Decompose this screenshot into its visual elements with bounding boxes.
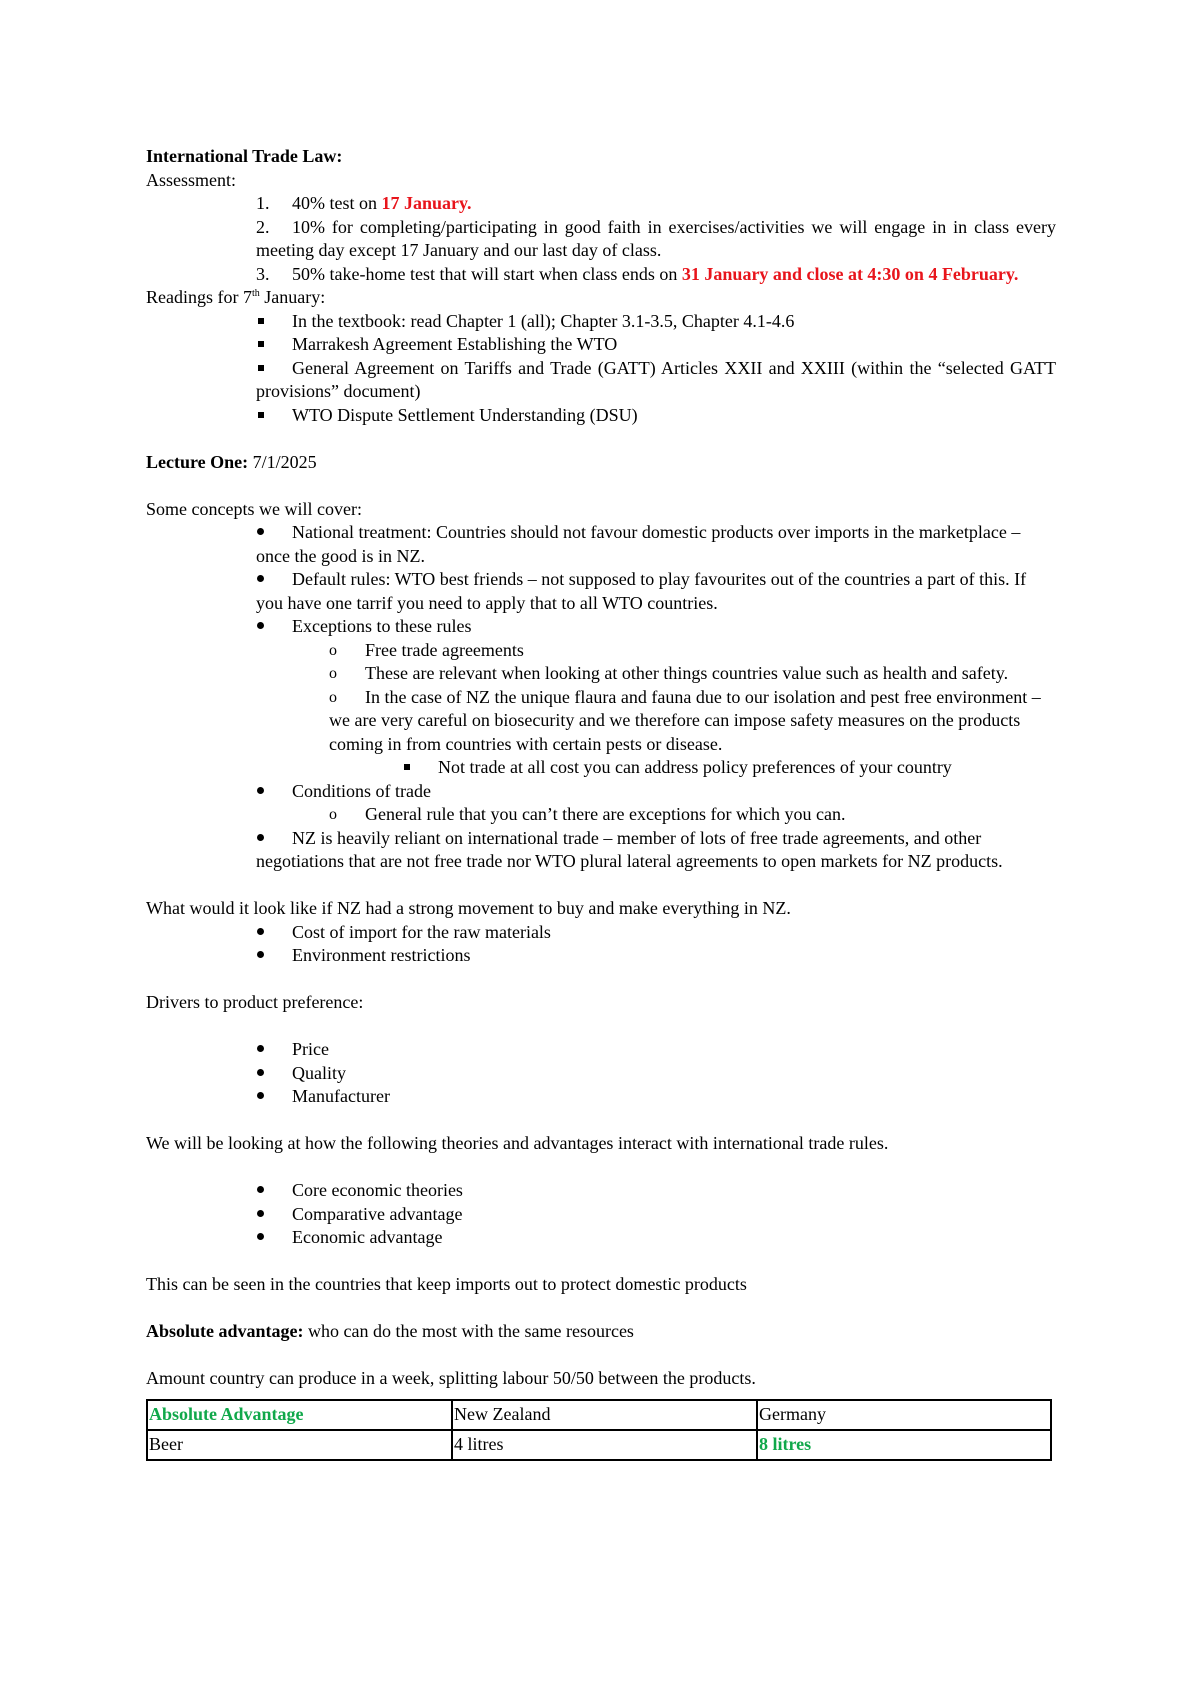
list-item: NZ is heavily reliant on international trade – member of lots of free trade agreements, and other negotiations that are not free trade nor WTO plural lateral agreements to open markets for NZ products.: [256, 827, 1003, 871]
assessment-heading: Assessment:: [146, 169, 236, 190]
reading-item: In the textbook: read Chapter 1 (all); Chapter 3.1-3.5, Chapter 4.1-4.6: [256, 310, 1056, 334]
dot-bullet-icon: [257, 1092, 264, 1099]
table-row: [147, 1430, 1051, 1460]
red-highlight: 31 January and close at 4:30 on 4 February.: [681, 263, 1019, 284]
assessment-item: 1. 40% test on 17 January.: [256, 192, 1056, 216]
table-cell: Germany: [757, 1400, 1051, 1430]
concepts-intro: Some concepts we will cover:: [146, 498, 362, 519]
square-bullet-icon: [404, 764, 410, 770]
lecture-heading: Lecture One: 7/1/2025: [146, 451, 317, 472]
dot-bullet-icon: [257, 575, 264, 582]
protect-text: This can be seen in the countries that keep imports out to protect domestic products: [146, 1274, 747, 1294]
readings-heading: Readings for 7th January:: [146, 287, 326, 307]
table-header-row: [147, 1400, 1051, 1430]
drivers-heading: Drivers to product preference:: [146, 992, 364, 1012]
red-highlight: 17 January.: [381, 193, 472, 213]
table-cell: Beer: [147, 1430, 452, 1460]
list-number: 2.: [256, 216, 270, 237]
table-cell: Absolute Advantage: [147, 1400, 452, 1430]
reading-item: WTO Dispute Settlement Understanding (DSU): [256, 404, 1056, 428]
sub-list-item: o General rule that you can’t there are exceptions for which you can.: [329, 803, 1056, 827]
absolute-advantage-definition: Absolute advantage: who can do the most with the same resources: [146, 1321, 634, 1341]
theories-intro: We will be looking at how the following theories and advantages interact with international trade rules.: [146, 1133, 889, 1153]
table-cell: 4 litres: [452, 1430, 757, 1460]
assessment-item: 2. 10% for completing/participating in good faith in exercises/activities we will engage in in class every meeting day except 17 January and our last day of class.: [256, 216, 1056, 260]
document-body: [146, 145, 1056, 1461]
sub-list-item: o These are relevant when looking at other things countries value such as health and safety.: [329, 662, 1056, 686]
list-item: Quality: [256, 1062, 1056, 1086]
list-item: Manufacturer: [256, 1085, 1056, 1109]
circle-bullet-icon: o: [329, 806, 337, 823]
square-bullet-icon: [258, 341, 264, 347]
dot-bullet-icon: [257, 951, 264, 958]
dot-bullet-icon: [257, 1233, 264, 1240]
square-bullet-icon: [258, 318, 264, 324]
dot-bullet-icon: [257, 787, 264, 794]
dot-bullet-icon: [257, 928, 264, 935]
list-item: Exceptions to these rules: [256, 615, 1056, 639]
buy-nz-question: What would it look like if NZ had a strong movement to buy and make everything in NZ.: [146, 898, 791, 918]
assessment-item: 3. 50% take-home test that will start when class ends on 31 January and close at 4:30 on 4 February.: [256, 263, 1056, 287]
list-number: 3.: [256, 263, 270, 284]
dot-bullet-icon: [257, 622, 264, 629]
dot-bullet-icon: [257, 528, 264, 535]
dot-bullet-icon: [257, 834, 264, 841]
list-item: Economic advantage: [256, 1226, 1056, 1250]
absolute-advantage-table: [146, 1399, 1052, 1461]
circle-bullet-icon: o: [329, 688, 337, 706]
list-item: Cost of import for the raw materials: [256, 921, 1056, 945]
list-item: Conditions of trade: [256, 780, 1056, 804]
dot-bullet-icon: [257, 1186, 264, 1193]
reading-item: Marrakesh Agreement Establishing the WTO: [256, 333, 1056, 357]
circle-bullet-icon: o: [329, 665, 337, 682]
list-number: 1.: [256, 193, 270, 213]
sub-sub-list-item: Not trade at all cost you can address policy preferences of your country: [402, 756, 1056, 780]
square-bullet-icon: [258, 412, 264, 418]
reading-item: General Agreement on Tariffs and Trade (GATT) Articles XXII and XXIII (within the “selected GATT provisions” document): [256, 357, 1056, 401]
sub-list-item: o In the case of NZ the unique flaura and fauna due to our isolation and pest free environment – we are very careful on biosecurity and we therefore can impose safety measures on the products coming in from countries with certain pests or disease.: [329, 686, 1041, 754]
amount-text: Amount country can produce in a week, splitting labour 50/50 between the products.: [146, 1368, 756, 1388]
table-cell: New Zealand: [452, 1400, 757, 1430]
dot-bullet-icon: [257, 1210, 264, 1217]
circle-bullet-icon: o: [329, 641, 337, 659]
square-bullet-icon: [258, 365, 264, 371]
list-item: Core economic theories: [256, 1179, 1056, 1203]
sub-list-item: o Free trade agreements: [329, 639, 1056, 663]
dot-bullet-icon: [257, 1069, 264, 1076]
list-item: Default rules: WTO best friends – not supposed to play favourites out of the countries a part of this. If you have one tarrif you need to apply that to all WTO countries.: [256, 569, 1027, 613]
list-item: National treatment: Countries should not favour domestic products over imports in the marketplace – once the good is in NZ.: [256, 522, 1021, 566]
document-title: International Trade Law:: [146, 146, 343, 166]
table-cell: 8 litres: [757, 1430, 1051, 1460]
list-item: Price: [256, 1038, 1056, 1062]
list-item: Environment restrictions: [256, 944, 1056, 968]
list-item: Comparative advantage: [256, 1203, 1056, 1227]
dot-bullet-icon: [257, 1045, 264, 1052]
